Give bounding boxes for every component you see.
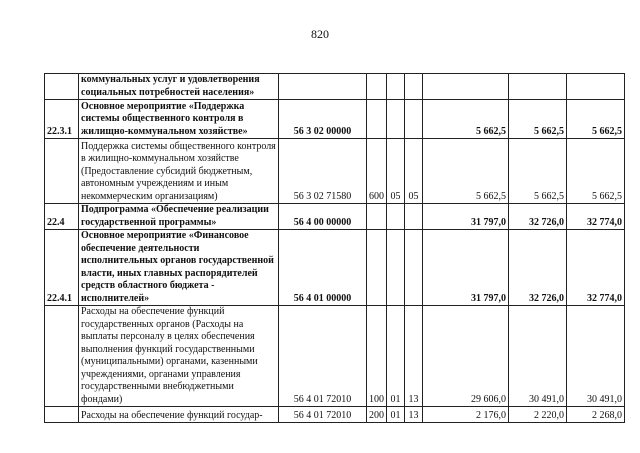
section-code [387,100,405,139]
target-article-code: 56 3 02 71580 [279,139,367,204]
amount-year-3: 5 662,5 [567,100,625,139]
expense-type-code [367,100,387,139]
table-row [45,230,625,306]
amount-year-1: 31 797,0 [423,204,509,230]
amount-year-2: 5 662,5 [509,100,567,139]
page-number: 820 [311,27,329,41]
expense-type-code [367,230,387,306]
row-name: Поддержка системы общественного контроля в жилищно-коммунальном хозяйстве (Предоставление субсидий бюджетным, автономным учреждениям и иным некоммерческим организациям) [79,139,279,204]
amount-year-1: 5 662,5 [423,100,509,139]
amount-year-2: 32 726,0 [509,204,567,230]
row-number: 22.3.1 [45,100,79,139]
amount-year-2: 5 662,5 [509,139,567,204]
row-number: 22.4.1 [45,230,79,306]
expense-type-code: 600 [367,139,387,204]
expense-type-code: 100 [367,306,387,407]
subsection-code: 05 [405,139,423,204]
amount-year-1: 2 176,0 [423,407,509,423]
amount-year-2: 32 726,0 [509,230,567,306]
target-article-code: 56 4 01 00000 [279,230,367,306]
target-article-code: 56 3 02 00000 [279,100,367,139]
row-name: Расходы на обеспечение функций государ- [79,407,279,423]
section-code: 01 [387,407,405,423]
row-name: Основное мероприятие «Финансовое обеспечение деятельности исполнительных органов государственной власти, иных главных распорядителей средств областного бюджета - исполнителей» [79,230,279,306]
amount-year-1: 29 606,0 [423,306,509,407]
table-row [45,306,625,407]
amount-year-1 [423,74,509,100]
subsection-code: 13 [405,407,423,423]
subsection-code [405,74,423,100]
expense-type-code [367,74,387,100]
expense-type-code [367,204,387,230]
target-article-code: 56 4 01 72010 [279,407,367,423]
subsection-code [405,204,423,230]
subsection-code [405,100,423,139]
target-article-code: 56 4 00 00000 [279,204,367,230]
table-row [45,204,625,230]
section-code [387,230,405,306]
row-number [45,306,79,407]
target-article-code [279,74,367,100]
section-code: 05 [387,139,405,204]
row-number [45,407,79,423]
section-code: 01 [387,306,405,407]
subsection-code: 13 [405,306,423,407]
row-number [45,74,79,100]
expense-type-code: 200 [367,407,387,423]
section-code [387,74,405,100]
budget-table [44,73,625,423]
amount-year-2: 2 220,0 [509,407,567,423]
amount-year-3: 32 774,0 [567,204,625,230]
row-name: Подпрограмма «Обеспечение реализации государственной программы» [79,204,279,230]
target-article-code: 56 4 01 72010 [279,306,367,407]
amount-year-3 [567,74,625,100]
table-row [45,100,625,139]
subsection-code [405,230,423,306]
amount-year-3: 32 774,0 [567,230,625,306]
row-name: коммунальных услуг и удовлетворения социальных потребностей населения» [79,74,279,100]
amount-year-3: 30 491,0 [567,306,625,407]
amount-year-2 [509,74,567,100]
amount-year-2: 30 491,0 [509,306,567,407]
section-code [387,204,405,230]
amount-year-3: 5 662,5 [567,139,625,204]
row-name: Расходы на обеспечение функций государственных органов (Расходы на выплаты персоналу в целях обеспечения выполнения функций государственными (муниципальными) органами, казенными учреждениями, органами управления государственными внебюджетными фондами) [79,306,279,407]
amount-year-1: 31 797,0 [423,230,509,306]
row-number: 22.4 [45,204,79,230]
table-row [45,407,625,423]
table-row [45,74,625,100]
table-row [45,139,625,204]
amount-year-1: 5 662,5 [423,139,509,204]
row-name: Основное мероприятие «Поддержка системы общественного контроля в жилищно-коммунальном хозяйстве» [79,100,279,139]
amount-year-3: 2 268,0 [567,407,625,423]
row-number [45,139,79,204]
